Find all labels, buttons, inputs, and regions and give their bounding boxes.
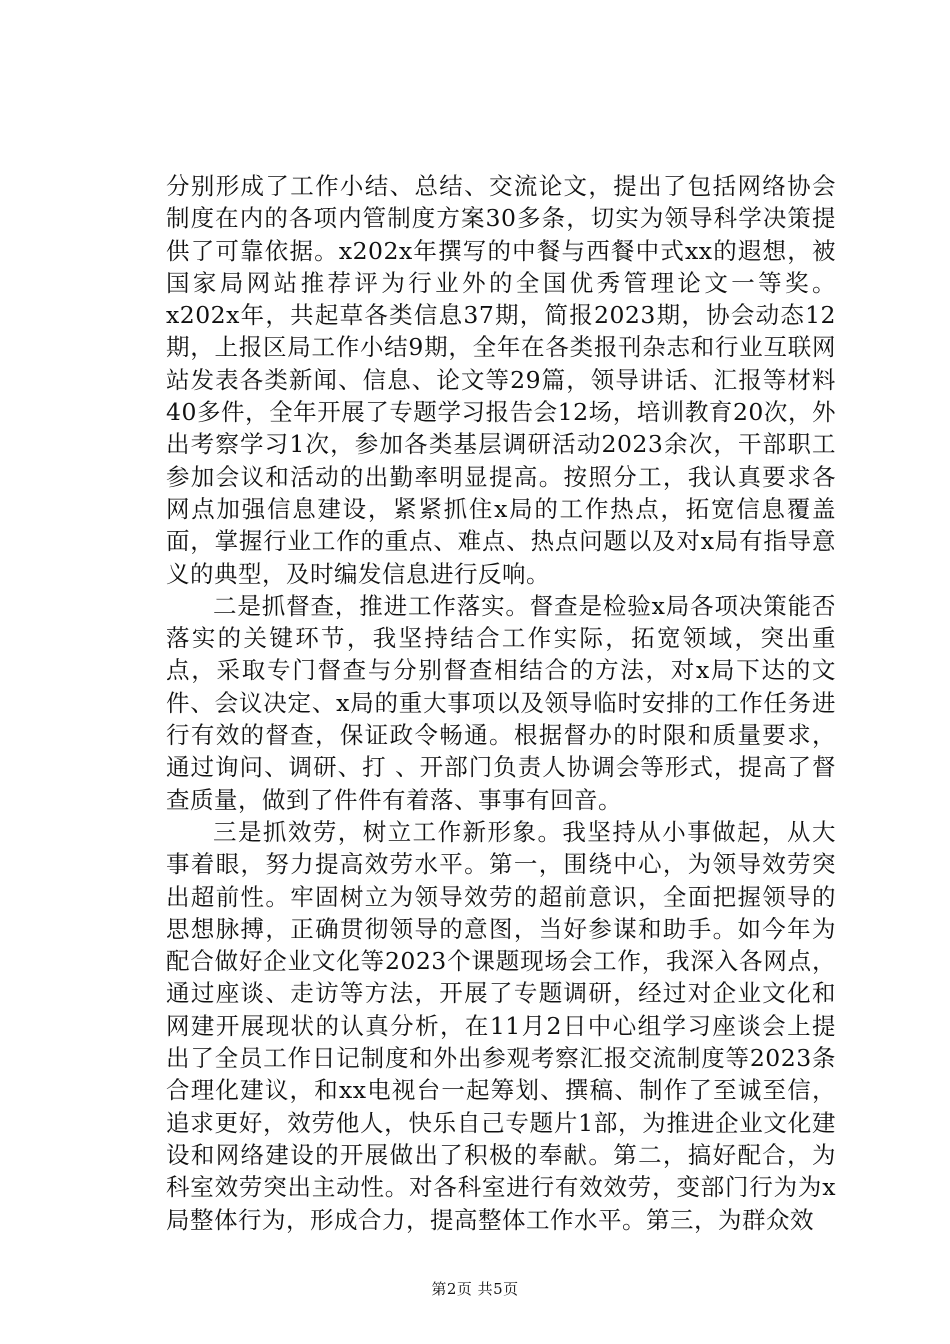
document-body (166, 170, 836, 1236)
paragraph-supervision: 二是抓督查，推进工作落实。督查是检验x局各项决策能否落实的关键环节，我坚持结合工作实际，拓宽领域，突出重点，采取专门督查与分别督查相结合的方法，对x局下达的文件、会议决定、x局的重大事项以及领导临时安排的工作任务进行有效的督查，保证政令畅通。根据督办的时限和质量要求，通过询问、调研、打 、开部门负责人协调会等形式，提高了督查质量，做到了件件有着落、事事有回音。 (166, 591, 836, 814)
page-footer: 第2页 共5页 (431, 1280, 519, 1298)
paragraph-continuation: 分别形成了工作小结、总结、交流论文，提出了包括网络协会制度在内的各项内管制度方案30多条，切实为领导科学决策提供了可靠依据。x202x年撰写的中餐与西餐中式xx的遐想，被国家局网站推荐评为行业外的全国优秀管理论文一等奖。x202x年，共起草各类信息37期，简报2023期，协会动态12期，上报区局工作小结9期，全年在各类报刊杂志和行业互联网站发表各类新闻、信息、论文等29篇，领导讲话、汇报等材料40多件，全年开展了专题学习报告会12场，培训教育20次，外出考察学习1次，参加各类基层调研活动2023余次，干部职工参加会议和活动的出勤率明显提高。按照分工，我认真要求各网点加强信息建设，紧紧抓住x局的工作热点，拓宽信息覆盖面，掌握行业工作的重点、难点、热点问题以及对x局有指导意义的典型，及时编发信息进行反响。 (166, 172, 836, 588)
paragraph-service: 三是抓效劳，树立工作新形象。我坚持从小事做起，从大事着眼，努力提高效劳水平。第一，围绕中心，为领导效劳突出超前性。牢固树立为领导效劳的超前意识，全面把握领导的思想脉搏，正确贯彻领导的意图，当好参谋和助手。如今年为配合做好企业文化等2023个课题现场会工作，我深入各网点，通过座谈、走访等方法，开展了专题调研，经过对企业文化和网建开展现状的认真分析，在11月2日中心组学习座谈会上提出了全员工作日记制度和外出参观考察汇报交流制度等2023条合理化建议，和xx电视台一起筹划、撰稿、制作了至诚至信，追求更好，效劳他人，快乐自己专题片1部，为推进企业文化建设和网络建设的开展做出了积极的奉献。第二，搞好配合，为科室效劳突出主动性。对各科室进行有效效劳，变部门行为为x局整体行为，形成合力，提高整体工作水平。第三，为群众效 (166, 817, 836, 1234)
